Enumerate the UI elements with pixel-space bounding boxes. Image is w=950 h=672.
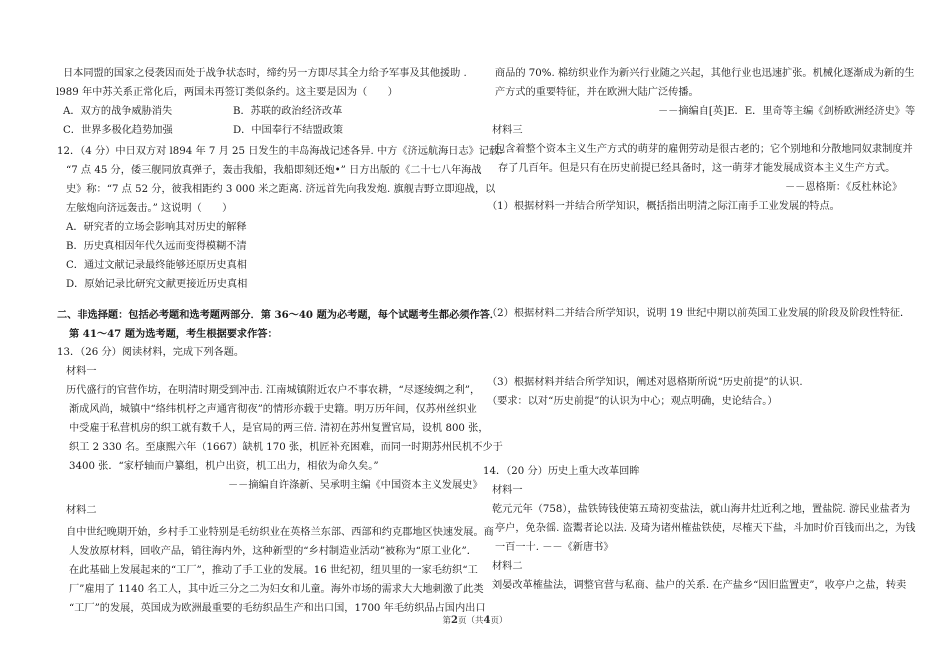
q13-sub-question-3: （3）根据材料并结合所学知识，阐述对恩格斯所说“历史前提”的认识. bbox=[487, 377, 803, 388]
q13-material-2-line-1: 自中世纪晚期开始，乡村手工业特别是毛纺织业在英格兰东部、西部和约克郡地区快速发展。商 bbox=[66, 527, 494, 538]
q11-stem-line-2: l989 年中苏关系正常化后，两国未再签订类似条约。这主要是因为（ ） bbox=[56, 87, 398, 98]
q13-material-2-cont-line-1: 商品的 70%. 棉纺织业作为新兴行业随之兴起，其他行业也迅速扩张。机械化逐渐成为新的生 bbox=[495, 68, 915, 79]
q13-material-1-line-1: 历代盛行的官营作坊，在明清时期受到冲击. 江南城镇附近农户不事农耕，“尽逐绫绸之利”， bbox=[66, 385, 481, 396]
q14-material-1-line-2: 亭户，免杂徭. 盗鬻者论以法. 及琦为诸州榷盐铁使，尽榷天下盐，斗加时价百钱而出之，为钱 bbox=[495, 523, 916, 534]
q11-option-c[interactable]: C．世界多极化趋势加强 bbox=[63, 125, 173, 136]
q13-material-1-line-3: 中受雇于私营机房的织工就有数千人，是官局的两三倍. 清初在苏州复置官局，设机 800 张， bbox=[69, 423, 489, 434]
section-2-heading-cont: 第 41～47 题为选考题，考生根据要求作答： bbox=[69, 328, 278, 340]
total-page-number: 4 bbox=[483, 615, 491, 626]
q12-stem-line-2: “7 点 45 分，倭三舰同放真弹子，轰击我船，我船即刻还炮•” 日方出版的《二十七八年海战 bbox=[66, 165, 482, 176]
q13-material-3-label: 材料三 bbox=[492, 125, 523, 136]
q11-stem-line-1: 日本同盟的国家之侵袭因而处于战争状态时，缔约另一方即尽其全力给予军事及其他援助 . bbox=[63, 68, 467, 79]
q12-option-c[interactable]: C．通过文献记录最终能够还原历史真相 bbox=[66, 260, 247, 271]
q13-material-1-label: 材料一 bbox=[66, 366, 97, 377]
q13-material-2-line-2: 人发放原材料，回收产品，销往海内外，这种新型的“乡村制造业活动”被称为“原工业化”． bbox=[69, 546, 477, 557]
q13-material-3-line-2: 存了几百年。但是只有在历史前提已经具备时，这一萌芽才能发展成资本主义生产方式。 bbox=[498, 163, 896, 174]
q12-option-d[interactable]: D．原始记录比研究文献更接近历史真相 bbox=[66, 279, 248, 290]
q12-stem-line-4: 左舷炮向济远轰击。” 这说明（ ） bbox=[66, 203, 233, 214]
q13-material-2-line-4: 厂”雇用了 1140 名工人，其中近三分之二为妇女和儿童。海外市场的需求大大地刺激了此类 bbox=[69, 584, 484, 595]
q11-option-b[interactable]: B．苏联的政治经济改革 bbox=[233, 106, 343, 117]
q13-material-2-line-5: “工厂”的发展，英国成为欧洲最重要的毛纺织品生产和出口国，1700 年毛纺织品占国内出口 bbox=[69, 603, 486, 614]
q12-stem-line-3: 史》称：“7 点 52 分，彼我相距约 3 000 米之距离. 济远首先向我发炮. 旗舰吉野立即迎战，以 bbox=[66, 184, 496, 195]
q14-material-1-label: 材料一 bbox=[492, 485, 523, 496]
q13-material-3-line-1: 包含着整个资本主义生产方式的萌芽的雇佣劳动是很古老的；它个别地和分散地同奴隶制度并 bbox=[495, 144, 913, 155]
q13-sub-question-2: （2）根据材料二并结合所学知识，说明 19 世纪中期以前英国工业发展的阶段及阶段性特征． bbox=[487, 308, 911, 319]
q14-material-2-line-1: 刘晏改革榷盐法，调整官营与私商、盐户的关系. 在产盐乡“因旧监置吏”，收亭户之盐，转卖 bbox=[492, 580, 907, 591]
q13-material-1-source: －－摘编自许涤新、吴承明主编《中国资本主义发展史》 bbox=[228, 480, 483, 491]
footer-mid: 页（共 bbox=[457, 616, 484, 626]
q11-option-d[interactable]: D．中国奉行不结盟政策 bbox=[233, 125, 344, 136]
page-footer bbox=[0, 614, 950, 626]
q14-stem: 14．（20 分）历史上重大改革回眸 bbox=[483, 466, 640, 477]
footer-prefix: 第 bbox=[442, 616, 452, 626]
q14-material-2-label: 材料二 bbox=[492, 561, 523, 572]
q13-sub-question-3-requirement: （要求：以对“历史前提”的认识为中心；观点明确，史论结合。） bbox=[487, 396, 778, 407]
q11-option-a[interactable]: A．双方的战争威胁消失 bbox=[63, 106, 173, 117]
q13-material-2-source: －－摘编自[英]E．E．里奇等主编《剑桥欧洲经济史》等 bbox=[658, 106, 916, 117]
q13-sub-question-1: （1）根据材料一并结合所学知识，概括指出明清之际江南手工业发展的特点。 bbox=[487, 201, 840, 212]
q12-option-b[interactable]: B．历史真相因年代久远而变得模糊不清 bbox=[66, 241, 247, 252]
q13-material-2-line-3: 在此基础上发展起来的“工厂”，推动了手工业的发展。16 世纪初，纽贝里的一家毛纺织“工 bbox=[69, 565, 478, 576]
q13-material-1-line-5: 3400 张．“家杼轴而户纂组，机户出资，机工出力，相依为命久矣。” bbox=[69, 461, 379, 472]
q12-option-a[interactable]: A．研究者的立场会影响其对历史的解释 bbox=[66, 222, 247, 233]
q13-material-1-line-2: 渐成风尚，城镇中“络纬机杼之声通宵彻夜”的情形亦载于史籍。明万历年间，仅苏州丝织业 bbox=[69, 404, 477, 415]
q13-material-1-line-4: 织工 2 330 名。至康熙六年（1667）缺机 170 张，机匠补充困难，而同一时期苏州民机不少于 bbox=[69, 442, 503, 453]
q13-material-2-cont-line-2: 产方式的重要特征，并在欧洲大陆广泛传播。 bbox=[495, 87, 699, 98]
q13-stem: 13．（26 分）阅读材料，完成下列各题。 bbox=[57, 347, 245, 358]
q13-material-2-label: 材料二 bbox=[66, 505, 97, 516]
q14-material-1-line-1: 乾元元年（758），盐铁铸钱使第五琦初变盐法，就山海井灶近利之地，置盐院. 游民业盐者为 bbox=[492, 504, 911, 515]
q14-material-1-line-3: 一百一十. －－《新唐书》 bbox=[495, 542, 614, 553]
q13-material-3-source: －－恩格斯：《反杜林论》 bbox=[785, 182, 903, 193]
footer-suffix: 页） bbox=[490, 616, 508, 626]
q12-stem-line-1: 12．（4 分）中日双方对 l894 年 7 月 25 日发生的丰岛海战记述各异. 中方《济远航海日志》记载: bbox=[57, 146, 503, 157]
section-2-heading: 二、非选择题：包括必考题和选考题两部分．第 36～40 题为必考题，每个试题考生都必须作答． bbox=[57, 309, 500, 321]
current-page-number: 2 bbox=[451, 615, 458, 626]
